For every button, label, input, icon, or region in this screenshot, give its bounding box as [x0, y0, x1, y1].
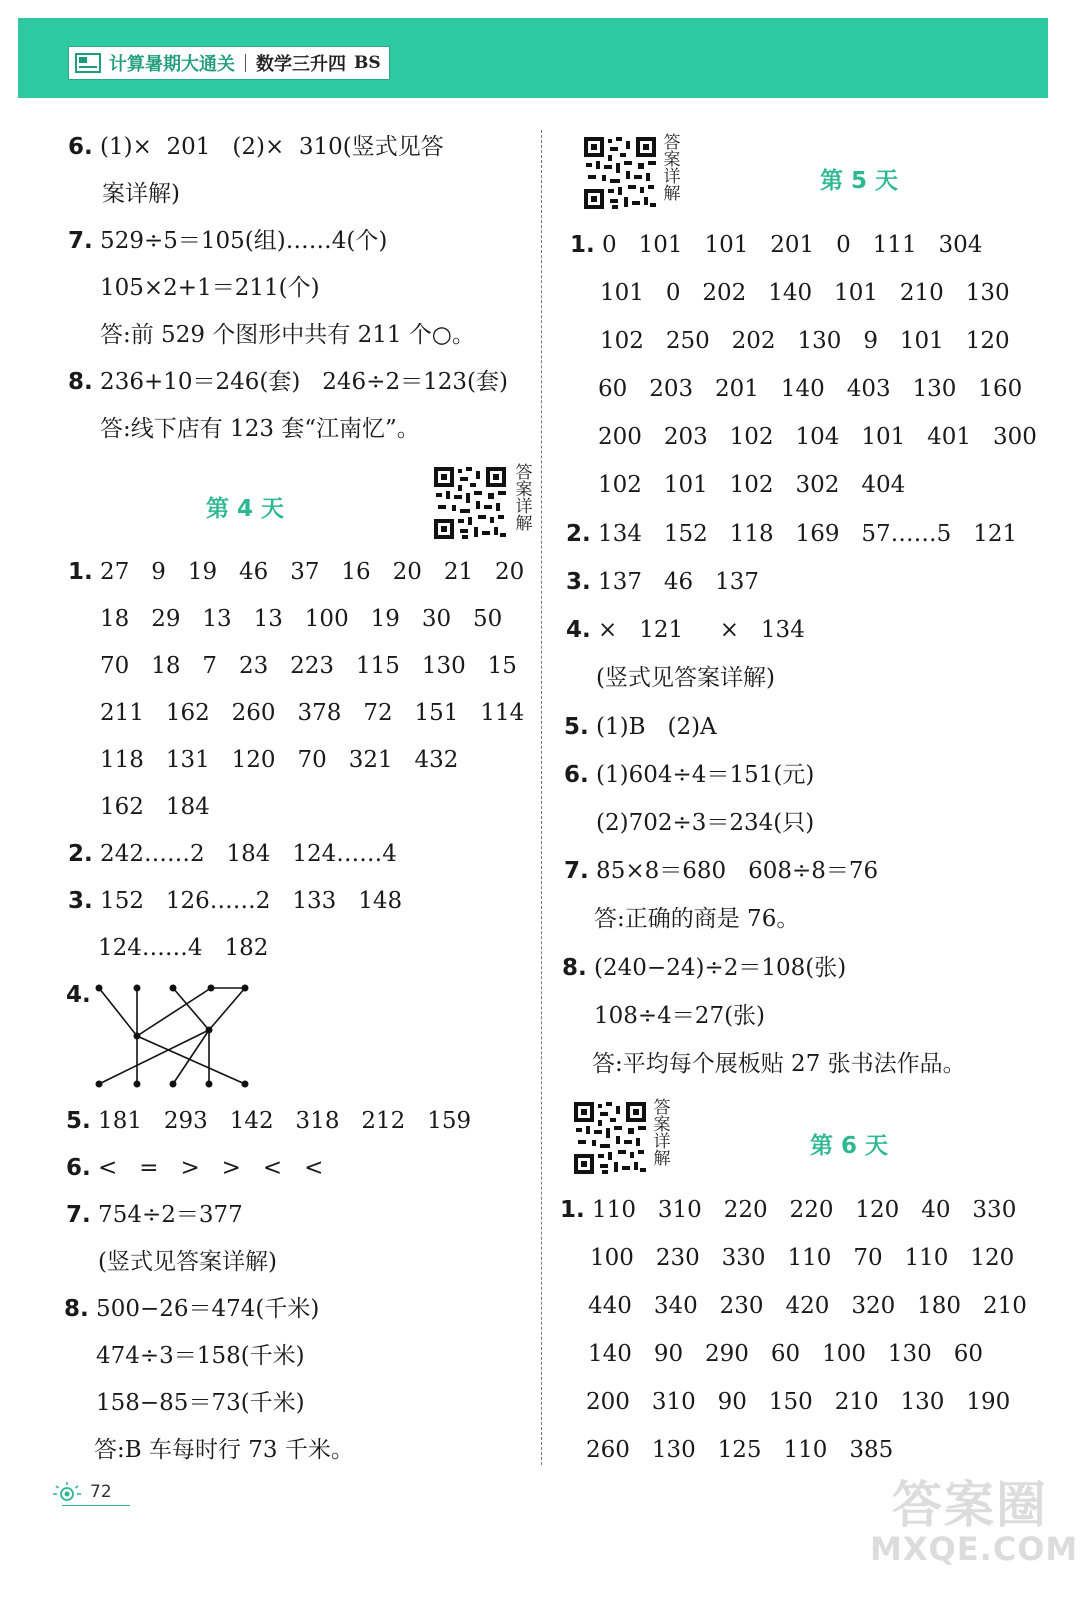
answer-line: [66, 1110, 471, 1133]
question-number: 4.: [66, 982, 91, 1008]
question-number: 5.: [564, 714, 589, 740]
answer-text: 60 203 201 140 403 130 160: [598, 376, 1023, 402]
answer-text: 108÷4＝27(张): [594, 1003, 766, 1029]
answer-text: 100 230 330 110 70 110 120: [590, 1245, 1015, 1271]
question-number: 7.: [68, 228, 93, 254]
answer-text: 200 203 102 104 101 401 300: [598, 424, 1037, 450]
answer-text: 答:线下店有 123 套“江南忆”。: [100, 416, 420, 442]
answer-text: 案详解): [102, 181, 180, 207]
answer-line: [588, 1295, 1027, 1318]
answer-line: [564, 764, 814, 787]
question-number: 8.: [562, 955, 587, 981]
question-number: 8.: [68, 369, 93, 395]
answer-line: [100, 749, 458, 772]
watermark: [870, 1476, 1079, 1580]
question-number: 1.: [68, 559, 93, 585]
question-number: 6.: [66, 1155, 91, 1181]
answer-line: [100, 655, 517, 678]
answer-text: (1)B (2)A: [588, 714, 717, 740]
matching-diagram: [93, 982, 253, 1092]
answer-text: 124……4 182: [98, 935, 269, 961]
answer-line: [100, 324, 475, 347]
answer-line: [100, 608, 502, 631]
answer-text: 152 126……2 133 148: [92, 888, 403, 914]
answer-text: 181 293 142 318 212 159: [90, 1108, 472, 1134]
question-number: 2.: [68, 841, 93, 867]
answer-line: [68, 371, 508, 394]
page-number: 72: [90, 1482, 112, 1502]
answer-text: 答:正确的商是 76。: [594, 906, 800, 932]
answer-line: [100, 277, 320, 300]
answer-text: 158−85＝73(千米): [96, 1390, 305, 1416]
answer-line: [564, 716, 717, 739]
answer-text: 200 310 90 150 210 130 190: [586, 1389, 1011, 1415]
column-divider: [541, 130, 542, 1465]
question-number: 8.: [64, 1296, 89, 1322]
answer-text: (2)702÷3＝234(只): [596, 810, 815, 836]
qr-label: 答 案 详 解: [653, 1098, 671, 1169]
day5-title: 第 5 天: [820, 168, 899, 194]
answer-line: [588, 1343, 983, 1366]
answer-line: [590, 1247, 1014, 1270]
answer-line: [64, 1298, 319, 1321]
answer-text: 102 250 202 130 9 101 120: [600, 328, 1010, 354]
answer-text: 答:前 529 个图形中共有 211 个○。: [100, 322, 475, 348]
watermark-logo: 答案圈: [892, 1476, 1048, 1534]
answer-line: [102, 183, 180, 206]
answer-line: [68, 890, 402, 913]
answer-text: 236+10＝246(套) 246÷2＝123(套): [92, 369, 508, 395]
answer-line: [98, 937, 268, 960]
question-number: 7.: [564, 858, 589, 884]
answer-text: 162 184: [100, 794, 210, 820]
answer-line: [68, 136, 444, 159]
answer-text: 211 162 260 378 72 151 114: [100, 700, 525, 726]
answer-line: [560, 1199, 1016, 1222]
answer-text: 474÷3＝158(千米): [96, 1343, 305, 1369]
answer-line: [566, 523, 1017, 546]
answer-text: 134 152 118 169 57……5 121: [590, 521, 1018, 547]
answer-text: (1)604÷4＝151(元): [588, 762, 815, 788]
qr-label: 答 案 详 解: [515, 463, 533, 534]
answer-line: [564, 860, 878, 883]
answer-line: [100, 702, 524, 725]
qr-code-icon[interactable]: [582, 135, 658, 211]
answer-text: (竖式见答案详解): [596, 665, 775, 691]
question-number: 3.: [566, 569, 591, 595]
answer-line: [586, 1439, 893, 1462]
question-number: 7.: [66, 1202, 91, 1228]
qr-label: 答 案 详 解: [663, 133, 681, 204]
answer-text: < = > > < <: [90, 1155, 324, 1181]
answer-line: [68, 843, 397, 866]
qr-code-icon[interactable]: [432, 465, 508, 541]
answer-text: 85×8＝680 608÷8＝76: [588, 858, 879, 884]
answer-text: 529÷5＝105(组)……4(个): [92, 228, 388, 254]
answer-text: 260 130 125 110 385: [586, 1437, 894, 1463]
question-number: 5.: [66, 1108, 91, 1134]
answer-line: [566, 619, 805, 642]
answer-text: 答:平均每个展板贴 27 张书法作品。: [592, 1051, 966, 1077]
answer-text: (240−24)÷2＝108(张): [586, 955, 847, 981]
answer-line: [596, 812, 814, 835]
sun-icon: [50, 1480, 84, 1504]
answer-text: 0 101 101 201 0 111 304: [594, 232, 983, 258]
answer-line: [562, 957, 846, 980]
answer-line: [600, 330, 1010, 353]
answer-text: 27 9 19 46 37 16 20 21 20: [92, 559, 525, 585]
answer-text: 137 46 137: [590, 569, 759, 595]
answer-line: [570, 234, 982, 257]
answer-text: 118 131 120 70 321 432: [100, 747, 459, 773]
answer-line: [586, 1391, 1010, 1414]
answer-text: × 121 × 134: [590, 617, 805, 643]
header-subject: 数学三升四: [256, 54, 346, 75]
answer-line: [96, 1345, 305, 1368]
answer-line: [68, 561, 524, 584]
answer-text: 101 0 202 140 101 210 130: [600, 280, 1010, 306]
answer-text: 754÷2＝377: [90, 1202, 243, 1228]
qr-code-icon[interactable]: [572, 1100, 648, 1176]
answer-line: [100, 418, 420, 441]
answer-text: 18 29 13 13 100 19 30 50: [100, 606, 503, 632]
answer-text: 242……2 184 124……4: [92, 841, 397, 867]
book-icon: [75, 52, 101, 74]
answer-line: [68, 230, 387, 253]
question-number: 6.: [564, 762, 589, 788]
answer-text: 70 18 7 23 223 115 130 15: [100, 653, 517, 679]
question-number: 2.: [566, 521, 591, 547]
header-separator: [245, 54, 246, 72]
answer-line: [592, 1053, 966, 1076]
answer-text: 140 90 290 60 100 130 60: [588, 1341, 983, 1367]
header-title: 计算暑期大通关: [109, 54, 235, 75]
answer-line: [596, 667, 775, 690]
answer-text: 105×2+1＝211(个): [100, 275, 320, 301]
answer-text: 500−26＝474(千米): [88, 1296, 320, 1322]
answer-text: 102 101 102 302 404: [598, 472, 906, 498]
answer-line: [598, 378, 1022, 401]
question-number: 3.: [68, 888, 93, 914]
answer-line: [598, 426, 1037, 449]
answer-line: [594, 1005, 765, 1028]
answer-line: [66, 1204, 243, 1227]
day6-title: 第 6 天: [810, 1133, 889, 1159]
answer-text: (竖式见答案详解): [98, 1249, 277, 1275]
answer-text: 答:B 车每时行 73 千米。: [94, 1437, 354, 1463]
answer-text: (1)× 201 (2)× 310(竖式见答: [92, 134, 444, 160]
header-banner: [18, 18, 1048, 98]
watermark-url: MXQE.COM: [870, 1530, 1079, 1568]
answer-line: [598, 474, 905, 497]
answer-line: [594, 908, 799, 931]
answer-line: [100, 796, 210, 819]
footer-underline: [62, 1505, 130, 1506]
question-number: 1.: [560, 1197, 585, 1223]
question-number: 1.: [570, 232, 595, 258]
answer-line: [566, 571, 759, 594]
answer-line: [66, 1157, 323, 1180]
question-number: 4.: [566, 617, 591, 643]
answer-line: [96, 1392, 305, 1415]
day4-title: 第 4 天: [206, 496, 285, 522]
header-edition: BS: [354, 53, 381, 73]
question-number: 6.: [68, 134, 93, 160]
footer: [50, 1480, 112, 1504]
answer-line: [94, 1439, 354, 1462]
answer-line: [98, 1251, 277, 1274]
answer-line: [600, 282, 1010, 305]
header-title-box: [68, 46, 390, 80]
answer-text: 440 340 230 420 320 180 210: [588, 1293, 1027, 1319]
answer-text: 110 310 220 220 120 40 330: [584, 1197, 1017, 1223]
answer-line: [66, 984, 91, 1007]
